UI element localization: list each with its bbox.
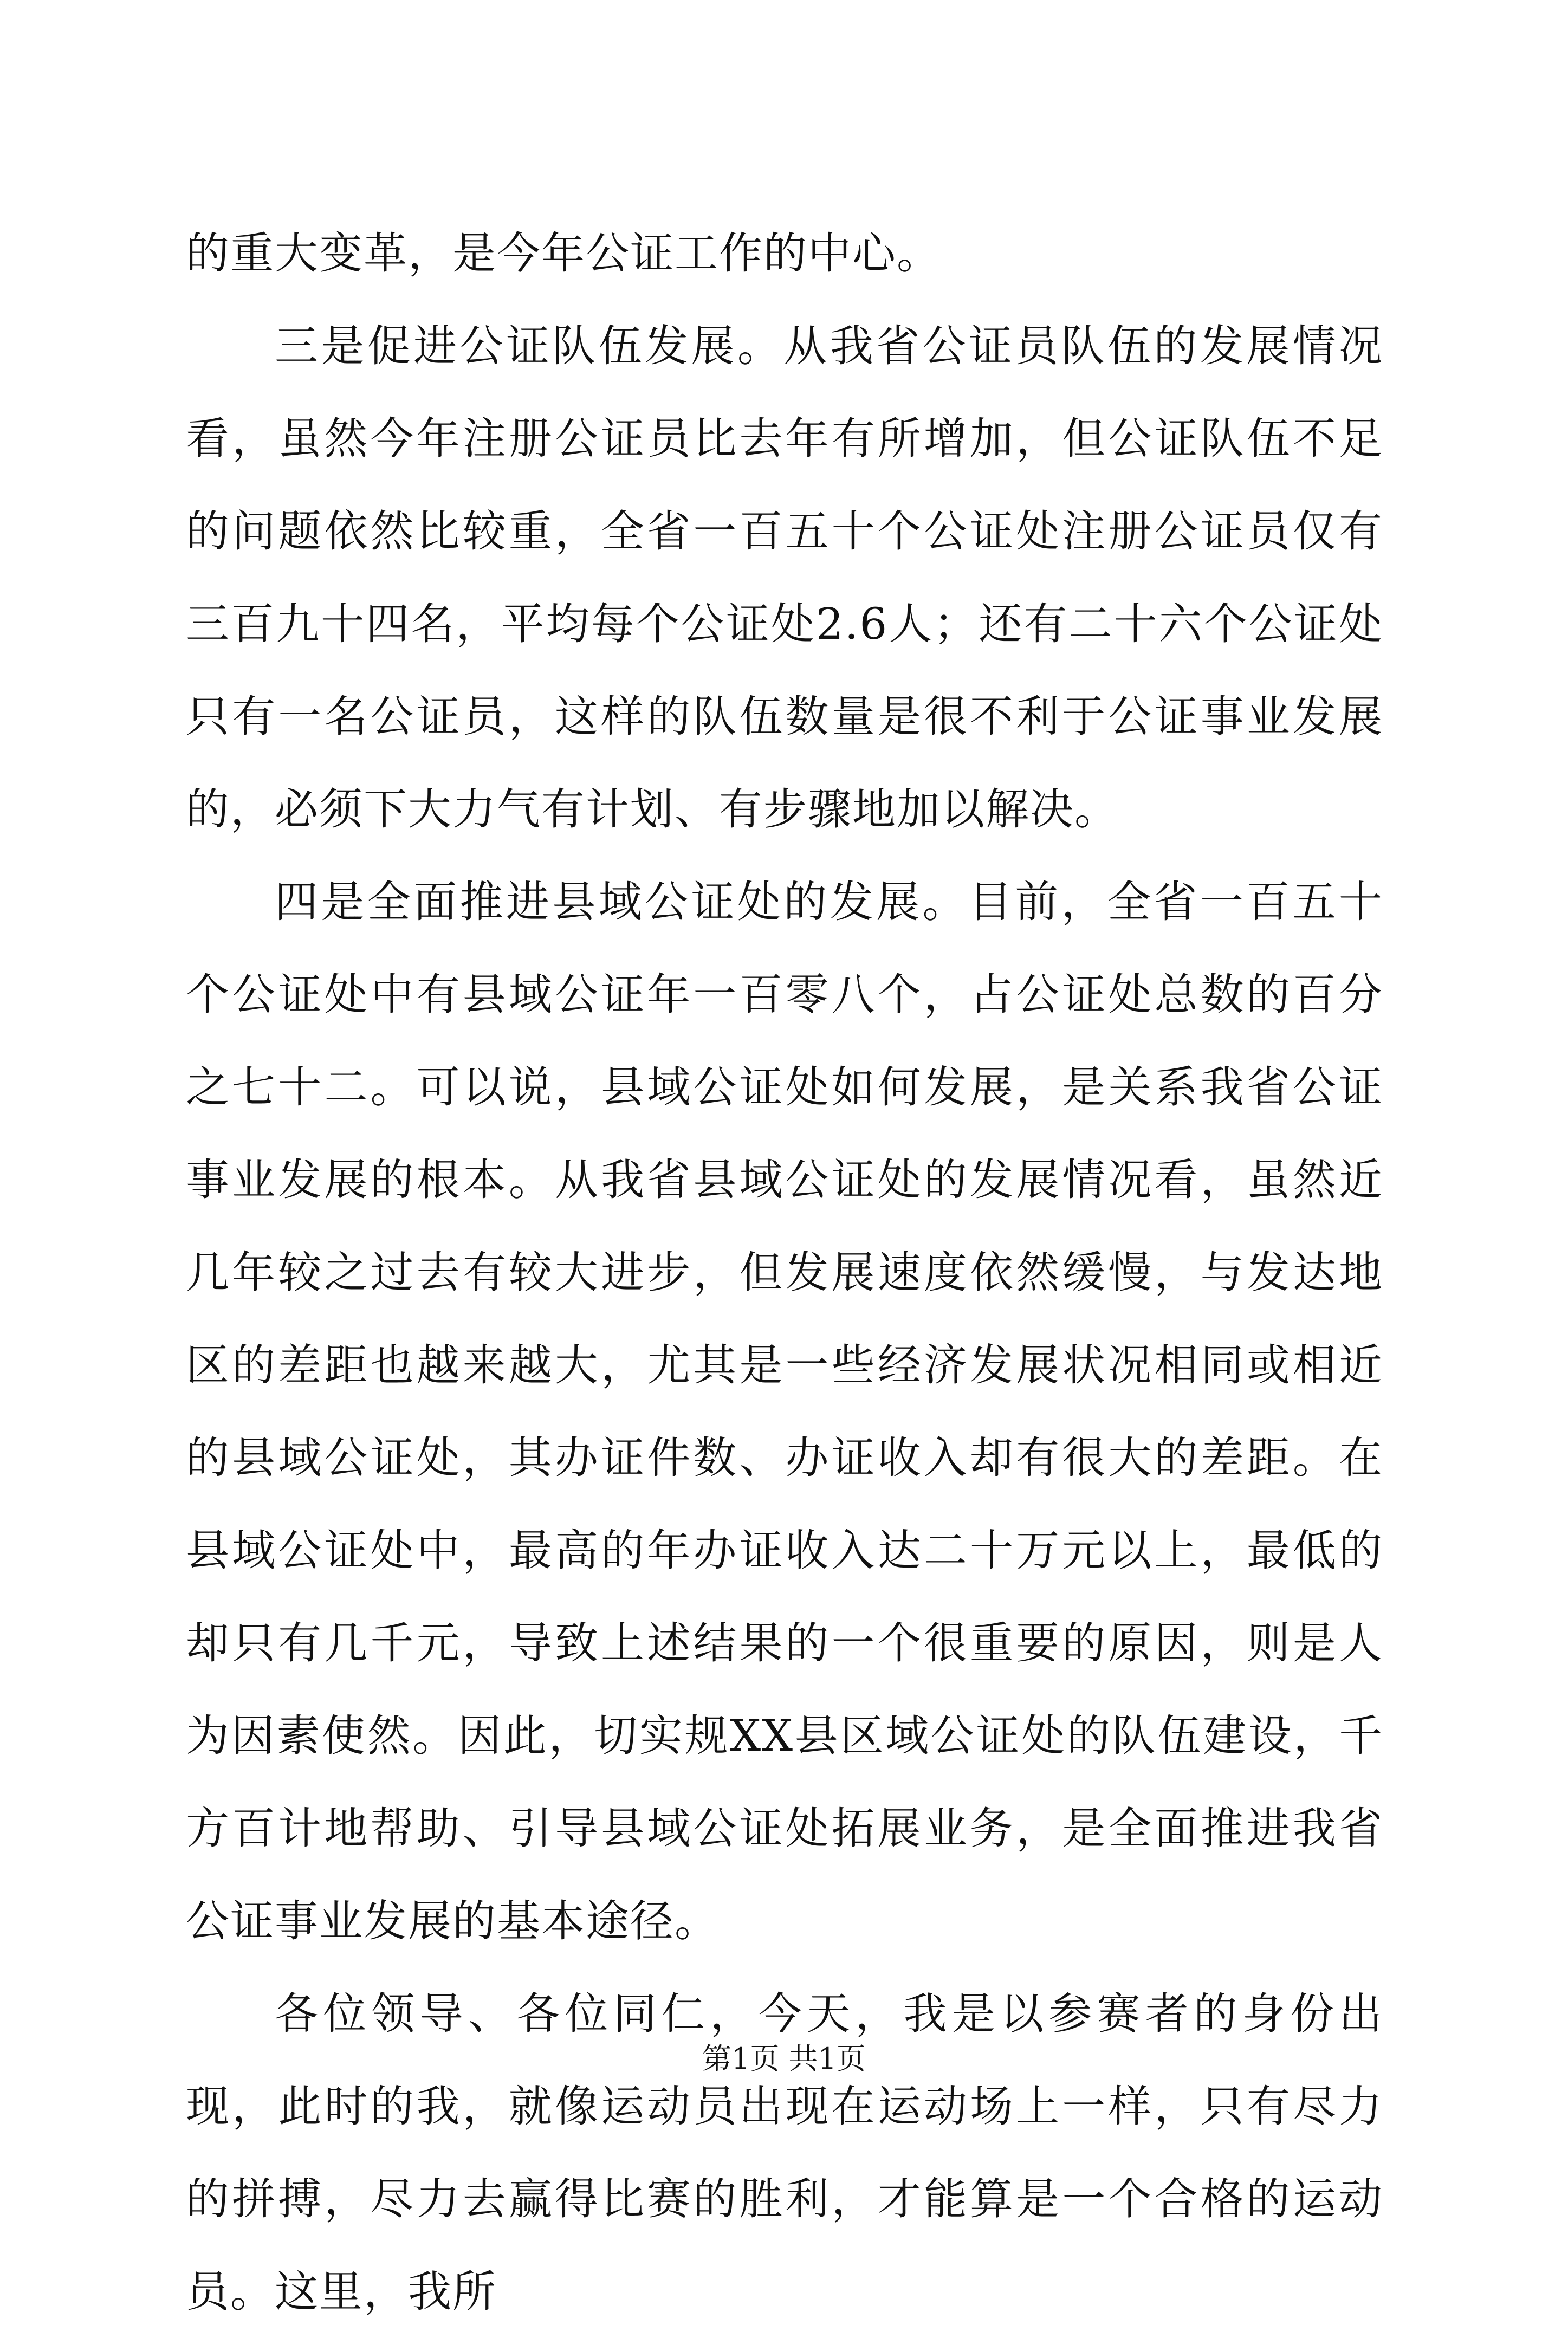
page-footer: 第1页 共1页 — [702, 2042, 866, 2076]
paragraph-1: 的重大变革，是今年公证工作的中心。 — [186, 228, 941, 279]
paragraph-3: 四是全面推进县域公证处的发展。目前，全省一百五十个公证处中有县域公证年一百零八个，占公证处总数的百分之七十二。可以说，县域公证处如何发展，是关系我省公证事业发展的根本。从我省县域公证处的发展情况看，虽然近几年较之过去有较大进步，但发展速度依然缓慢，与发达地区的差距也越来越大，尤其是一些经济发展状况相同或相近的县域公证处，其办证件数、办证收入却有很大的差距。在县域公证处中，最高的年办证收入达二十万元以上，最低的却只有几千元，导致上述结果的一个很重要的原因，则是人为因素使然。因此，切实规XX县区域公证处的队伍建设，千方百计地帮助、引导县域公证处拓展业务，是全面推进我省公证事业发展的基本途径。 — [186, 877, 1383, 1946]
document-body — [186, 207, 1383, 2338]
paragraph-2: 三是促进公证队伍发展。从我省公证员队伍的发展情况看，虽然今年注册公证员比去年有所增加，但公证队伍不足的问题依然比较重，全省一百五十个公证处注册公证员仅有三百九十四名，平均每个公证处2.6人；还有二十六个公证处只有一名公证员，这样的队伍数量是很不利于公证事业发展的，必须下大力气有计划、有步骤地加以解决。 — [186, 321, 1383, 834]
paragraph-4: 各位领导、各位同仁，今天，我是以参赛者的身份出现，此时的我，就像运动员出现在运动场上一样，只有尽力的拼搏，尽力去赢得比赛的胜利，才能算是一个合格的运动员。这里，我所 — [186, 1989, 1383, 2317]
